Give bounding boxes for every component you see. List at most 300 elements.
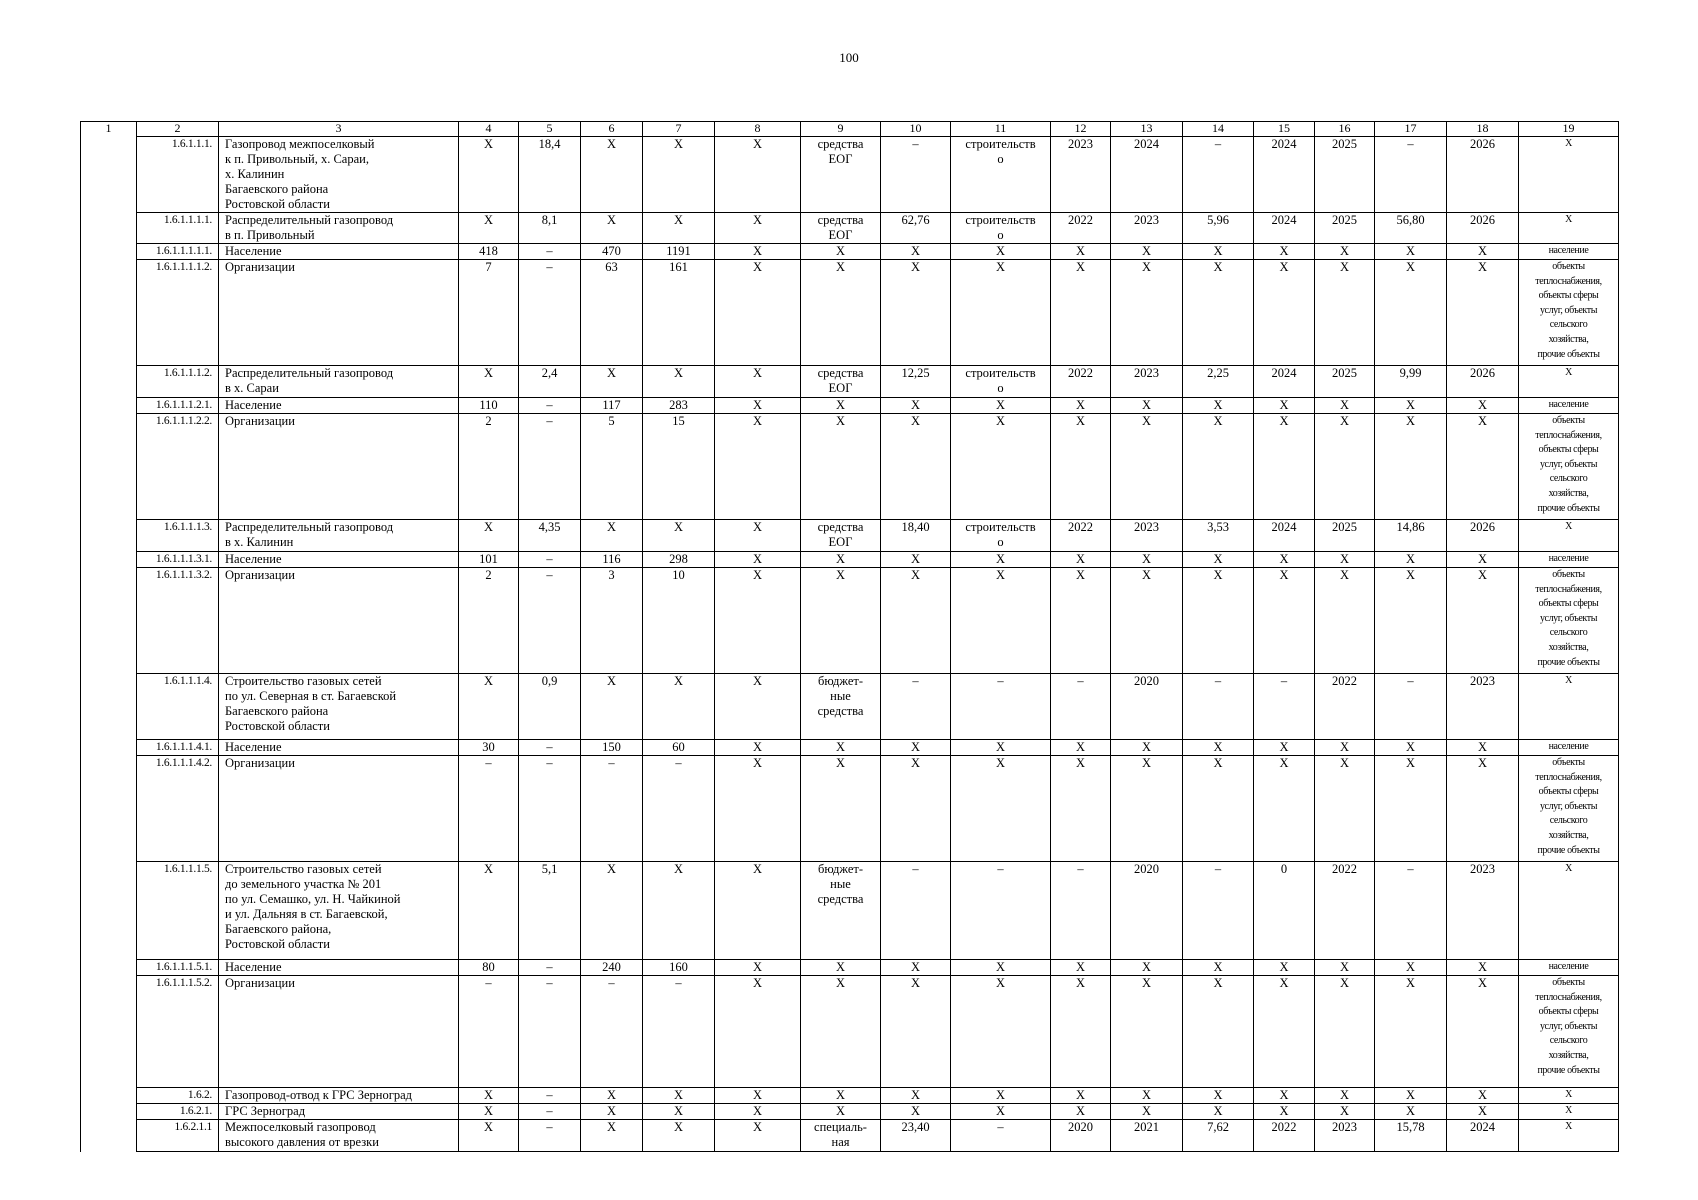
value-cell: 2022 (1051, 520, 1111, 552)
value-cell: Х (1051, 568, 1111, 674)
value-cell: 150 (581, 740, 643, 756)
value-cell: Х (801, 740, 881, 756)
row-name: Газопровод межпоселковый к п. Привольный, х. Сараи, х. Калинин Багаевского района Ростовской области (219, 137, 459, 213)
page-number: 100 (839, 50, 859, 65)
value-cell: Х (801, 756, 881, 862)
value-cell: Х (1254, 398, 1315, 414)
value-cell: Х (715, 1120, 801, 1152)
value-cell: 2024 (1447, 1120, 1519, 1152)
value-cell: Х (715, 260, 801, 366)
value-cell: – (519, 552, 581, 568)
value-cell: Х (1254, 740, 1315, 756)
value-cell: Х (1051, 552, 1111, 568)
row-name: Население (219, 960, 459, 976)
value-cell: 2023 (1111, 366, 1183, 398)
value-cell: – (519, 1104, 581, 1120)
column-number: 6 (581, 122, 643, 137)
value-cell: 2024 (1254, 366, 1315, 398)
value-cell: Х (459, 137, 519, 213)
value-cell: – (581, 756, 643, 862)
value-cell: Х (1315, 260, 1375, 366)
column-number: 17 (1375, 122, 1447, 137)
value-cell: 30 (459, 740, 519, 756)
value-cell: 160 (643, 960, 715, 976)
value-cell: 470 (581, 244, 643, 260)
value-cell: Х (1051, 1104, 1111, 1120)
gas-pipeline-table (80, 121, 1619, 1152)
value-cell: Х (1051, 756, 1111, 862)
value-cell: – (643, 976, 715, 1088)
column-number: 14 (1183, 122, 1254, 137)
row-code: 1.6.1.1.1.3.2. (137, 568, 219, 674)
blank-cell (81, 260, 137, 366)
value-cell: 18,40 (881, 520, 951, 552)
value-cell: Х (1447, 552, 1519, 568)
consumer-category: население (1519, 244, 1619, 260)
value-cell: Х (1254, 960, 1315, 976)
value-cell: Х (1447, 1104, 1519, 1120)
value-cell: 12,25 (881, 366, 951, 398)
table-row (81, 244, 1619, 260)
value-cell: Х (1111, 740, 1183, 756)
blank-cell (81, 862, 137, 960)
value-cell: Х (951, 1088, 1051, 1104)
value-cell: Х (1447, 260, 1519, 366)
value-cell: Х (1254, 1104, 1315, 1120)
value-cell: Х (951, 740, 1051, 756)
value-cell: – (459, 756, 519, 862)
row-name: Межпоселковый газопровод высокого давления от врезки (219, 1120, 459, 1152)
value-cell: Х (801, 976, 881, 1088)
value-cell: 7,62 (1183, 1120, 1254, 1152)
blank-cell (81, 960, 137, 976)
value-cell: Х (581, 520, 643, 552)
value-cell: 2022 (1051, 213, 1111, 244)
value-cell: Х (801, 960, 881, 976)
value-cell: Х (715, 213, 801, 244)
blank-cell (81, 213, 137, 244)
blank-cell (81, 520, 137, 552)
value-cell: – (1183, 674, 1254, 740)
value-cell: Х (1447, 398, 1519, 414)
value-cell: Х (1447, 414, 1519, 520)
value-cell: Х (1254, 756, 1315, 862)
value-cell: 2023 (1111, 520, 1183, 552)
value-cell: 4,35 (519, 520, 581, 552)
value-cell: 2026 (1447, 213, 1519, 244)
column-number: 12 (1051, 122, 1111, 137)
value-cell: Х (643, 366, 715, 398)
value-cell: Х (881, 756, 951, 862)
value-cell: 2 (459, 414, 519, 520)
table-row (81, 1104, 1619, 1120)
table-row (81, 976, 1619, 1088)
row-code: 1.6.1.1.1.5. (137, 862, 219, 960)
value-cell: Х (951, 260, 1051, 366)
consumer-category: объекты теплоснабжения, объекты сферы услуг, объекты сельского хозяйства, прочие объекты (1519, 568, 1619, 674)
value-cell: строительств о (951, 213, 1051, 244)
value-cell: 62,76 (881, 213, 951, 244)
value-cell: 1191 (643, 244, 715, 260)
value-cell: Х (643, 137, 715, 213)
value-cell: Х (1447, 1088, 1519, 1104)
value-cell: 418 (459, 244, 519, 260)
value-cell: Х (459, 862, 519, 960)
value-cell: Х (1254, 568, 1315, 674)
value-cell: 0,9 (519, 674, 581, 740)
value-cell: Х (1051, 740, 1111, 756)
value-cell: – (1375, 137, 1447, 213)
column-number: 9 (801, 122, 881, 137)
value-cell: Х (1183, 244, 1254, 260)
value-cell: – (519, 260, 581, 366)
column-number: 7 (643, 122, 715, 137)
value-cell: Х (801, 1104, 881, 1120)
value-cell: Х (643, 520, 715, 552)
value-cell: Х (1183, 756, 1254, 862)
value-cell: средства ЕОГ (801, 137, 881, 213)
value-cell: Х (1051, 976, 1111, 1088)
value-cell: Х (459, 1088, 519, 1104)
blank-cell (81, 244, 137, 260)
value-cell: Х (715, 568, 801, 674)
value-cell: Х (459, 520, 519, 552)
value-cell: – (1051, 862, 1111, 960)
value-cell: Х (881, 1104, 951, 1120)
value-cell: – (519, 756, 581, 862)
column-number: 19 (1519, 122, 1619, 137)
value-cell: Х (801, 398, 881, 414)
row-code: 1.6.1.1.1.4.2. (137, 756, 219, 862)
value-cell: – (519, 568, 581, 674)
consumer-category: Х (1519, 1088, 1619, 1104)
value-cell: 5,1 (519, 862, 581, 960)
value-cell: Х (459, 674, 519, 740)
value-cell: – (951, 674, 1051, 740)
blank-cell (81, 756, 137, 862)
value-cell: Х (1375, 1104, 1447, 1120)
value-cell: Х (459, 1120, 519, 1152)
row-name: Распределительный газопровод в х. Сараи (219, 366, 459, 398)
value-cell: Х (715, 976, 801, 1088)
column-number: 4 (459, 122, 519, 137)
blank-cell (81, 1088, 137, 1104)
value-cell: Х (1315, 568, 1375, 674)
table-row (81, 213, 1619, 244)
value-cell: Х (1183, 1088, 1254, 1104)
value-cell: Х (1183, 398, 1254, 414)
value-cell: Х (715, 756, 801, 862)
consumer-category: Х (1519, 366, 1619, 398)
value-cell: 2020 (1111, 862, 1183, 960)
row-code: 1.6.1.1.1.5.2. (137, 976, 219, 1088)
value-cell: – (1183, 137, 1254, 213)
value-cell: Х (715, 137, 801, 213)
column-number: 16 (1315, 122, 1375, 137)
value-cell: 2,4 (519, 366, 581, 398)
value-cell: 116 (581, 552, 643, 568)
consumer-category: население (1519, 552, 1619, 568)
value-cell: Х (1254, 1088, 1315, 1104)
value-cell: Х (1375, 414, 1447, 520)
value-cell: 2020 (1111, 674, 1183, 740)
row-code: 1.6.1.1.1.1.2. (137, 260, 219, 366)
value-cell: 2025 (1315, 520, 1375, 552)
value-cell: Х (1111, 568, 1183, 674)
value-cell: Х (1183, 976, 1254, 1088)
value-cell: Х (1315, 960, 1375, 976)
value-cell: Х (881, 1088, 951, 1104)
column-number: 11 (951, 122, 1051, 137)
value-cell: Х (643, 674, 715, 740)
value-cell: Х (715, 740, 801, 756)
value-cell: 2022 (1315, 862, 1375, 960)
value-cell: Х (715, 414, 801, 520)
column-number: 13 (1111, 122, 1183, 137)
table-row (81, 137, 1619, 213)
value-cell: Х (1111, 1088, 1183, 1104)
row-name: Организации (219, 260, 459, 366)
value-cell: Х (1111, 960, 1183, 976)
table-row (81, 740, 1619, 756)
value-cell: Х (1315, 976, 1375, 1088)
value-cell: Х (1111, 414, 1183, 520)
value-cell: – (1254, 674, 1315, 740)
value-cell: Х (643, 1088, 715, 1104)
value-cell: Х (1315, 1088, 1375, 1104)
value-cell: Х (1375, 1088, 1447, 1104)
value-cell: 3 (581, 568, 643, 674)
row-code: 1.6.1.1.1.2.1. (137, 398, 219, 414)
consumer-category: объекты теплоснабжения, объекты сферы услуг, объекты сельского хозяйства, прочие объекты (1519, 976, 1619, 1088)
value-cell: Х (1375, 552, 1447, 568)
value-cell: 2023 (1111, 213, 1183, 244)
blank-cell (81, 137, 137, 213)
consumer-category: население (1519, 740, 1619, 756)
consumer-category: Х (1519, 137, 1619, 213)
row-code: 1.6.2.1.1 (137, 1120, 219, 1152)
value-cell: Х (715, 862, 801, 960)
value-cell: Х (715, 1104, 801, 1120)
value-cell: средства ЕОГ (801, 213, 881, 244)
value-cell: 8,1 (519, 213, 581, 244)
value-cell: Х (715, 398, 801, 414)
value-cell: 2023 (1315, 1120, 1375, 1152)
value-cell: 5,96 (1183, 213, 1254, 244)
value-cell: Х (881, 568, 951, 674)
value-cell: 56,80 (1375, 213, 1447, 244)
value-cell: Х (1051, 960, 1111, 976)
value-cell: Х (715, 366, 801, 398)
consumer-category: Х (1519, 213, 1619, 244)
value-cell: – (519, 1088, 581, 1104)
value-cell: Х (1315, 414, 1375, 520)
value-cell: строительств о (951, 520, 1051, 552)
value-cell: – (519, 976, 581, 1088)
value-cell: – (581, 976, 643, 1088)
blank-cell (81, 568, 137, 674)
value-cell: 2025 (1315, 137, 1375, 213)
value-cell: 2023 (1447, 862, 1519, 960)
value-cell: 161 (643, 260, 715, 366)
value-cell: Х (1183, 568, 1254, 674)
row-code: 1.6.1.1.1.4.1. (137, 740, 219, 756)
value-cell: – (951, 1120, 1051, 1152)
table-row (81, 398, 1619, 414)
value-cell: – (519, 414, 581, 520)
value-cell: Х (1254, 414, 1315, 520)
table-row (81, 674, 1619, 740)
value-cell: Х (581, 674, 643, 740)
consumer-category: население (1519, 960, 1619, 976)
value-cell: Х (1183, 552, 1254, 568)
value-cell: 15 (643, 414, 715, 520)
value-cell: Х (1111, 756, 1183, 862)
value-cell: Х (801, 552, 881, 568)
value-cell: Х (951, 756, 1051, 862)
consumer-category: Х (1519, 674, 1619, 740)
value-cell: Х (801, 1088, 881, 1104)
value-cell: Х (951, 1104, 1051, 1120)
value-cell: – (881, 674, 951, 740)
value-cell: 2025 (1315, 366, 1375, 398)
table-row (81, 568, 1619, 674)
value-cell: Х (643, 1104, 715, 1120)
row-name: ГРС Зерноград (219, 1104, 459, 1120)
value-cell: Х (1375, 260, 1447, 366)
row-code: 1.6.1.1.1.2.2. (137, 414, 219, 520)
value-cell: специаль- ная (801, 1120, 881, 1152)
value-cell: Х (881, 244, 951, 260)
value-cell: Х (643, 862, 715, 960)
row-code: 1.6.1.1.1.1.1. (137, 244, 219, 260)
blank-cell (81, 552, 137, 568)
value-cell: Х (715, 520, 801, 552)
value-cell: 23,40 (881, 1120, 951, 1152)
value-cell: – (519, 740, 581, 756)
value-cell: средства ЕОГ (801, 366, 881, 398)
value-cell: Х (1447, 568, 1519, 674)
row-name: Газопровод-отвод к ГРС Зерноград (219, 1088, 459, 1104)
value-cell: 2 (459, 568, 519, 674)
row-code: 1.6.1.1.1.3.1. (137, 552, 219, 568)
value-cell: строительств о (951, 366, 1051, 398)
row-name: Население (219, 398, 459, 414)
value-cell: – (881, 137, 951, 213)
value-cell: 3,53 (1183, 520, 1254, 552)
value-cell: 18,4 (519, 137, 581, 213)
value-cell: Х (581, 366, 643, 398)
value-cell: Х (581, 1120, 643, 1152)
column-number: 3 (219, 122, 459, 137)
value-cell: Х (1375, 756, 1447, 862)
blank-cell (81, 366, 137, 398)
value-cell: Х (951, 976, 1051, 1088)
column-number: 15 (1254, 122, 1315, 137)
value-cell: Х (801, 414, 881, 520)
column-number: 5 (519, 122, 581, 137)
value-cell: 7 (459, 260, 519, 366)
blank-cell (81, 1120, 137, 1152)
value-cell: – (519, 960, 581, 976)
row-name: Строительство газовых сетей до земельного участка № 201 по ул. Семашко, ул. Н. Чайкиной и ул. Дальняя в ст. Багаевской, Багаевского района, Ростовской области (219, 862, 459, 960)
value-cell: Х (1447, 756, 1519, 862)
value-cell: 110 (459, 398, 519, 414)
table-row (81, 552, 1619, 568)
value-cell: – (1375, 862, 1447, 960)
value-cell: Х (1111, 552, 1183, 568)
table-row (81, 414, 1619, 520)
value-cell: Х (881, 414, 951, 520)
value-cell: Х (643, 213, 715, 244)
row-code: 1.6.2. (137, 1088, 219, 1104)
value-cell: Х (1183, 414, 1254, 520)
column-number: 2 (137, 122, 219, 137)
value-cell: 2024 (1254, 137, 1315, 213)
value-cell: – (1375, 674, 1447, 740)
blank-cell (81, 976, 137, 1088)
value-cell: – (459, 976, 519, 1088)
value-cell: Х (1254, 976, 1315, 1088)
value-cell: Х (1183, 1104, 1254, 1120)
value-cell: Х (1447, 960, 1519, 976)
row-code: 1.6.1.1.1.2. (137, 366, 219, 398)
value-cell: 2026 (1447, 137, 1519, 213)
value-cell: 2024 (1111, 137, 1183, 213)
value-cell: Х (1051, 244, 1111, 260)
value-cell: – (881, 862, 951, 960)
table-row (81, 862, 1619, 960)
value-cell: Х (951, 960, 1051, 976)
value-cell: Х (801, 244, 881, 260)
row-name: Организации (219, 414, 459, 520)
value-cell: Х (1315, 398, 1375, 414)
value-cell: Х (643, 1120, 715, 1152)
value-cell: Х (1447, 976, 1519, 1088)
value-cell: 2023 (1051, 137, 1111, 213)
value-cell: 2021 (1111, 1120, 1183, 1152)
value-cell: Х (581, 1088, 643, 1104)
value-cell: Х (715, 244, 801, 260)
value-cell: Х (1111, 976, 1183, 1088)
value-cell: Х (581, 137, 643, 213)
value-cell: Х (951, 414, 1051, 520)
value-cell: Х (1051, 260, 1111, 366)
value-cell: Х (1375, 398, 1447, 414)
value-cell: Х (715, 1088, 801, 1104)
value-cell: 2023 (1447, 674, 1519, 740)
value-cell: Х (881, 552, 951, 568)
column-number: 18 (1447, 122, 1519, 137)
value-cell: 2020 (1051, 1120, 1111, 1152)
value-cell: Х (1447, 740, 1519, 756)
value-cell: Х (951, 552, 1051, 568)
value-cell: 2022 (1051, 366, 1111, 398)
table-row (81, 366, 1619, 398)
value-cell: Х (951, 568, 1051, 674)
table-row (81, 756, 1619, 862)
value-cell: – (519, 244, 581, 260)
blank-cell (81, 740, 137, 756)
value-cell: Х (1375, 740, 1447, 756)
value-cell: 9,99 (1375, 366, 1447, 398)
value-cell: Х (881, 398, 951, 414)
consumer-category: Х (1519, 862, 1619, 960)
row-name: Население (219, 552, 459, 568)
value-cell: 283 (643, 398, 715, 414)
column-number: 8 (715, 122, 801, 137)
blank-cell (81, 674, 137, 740)
